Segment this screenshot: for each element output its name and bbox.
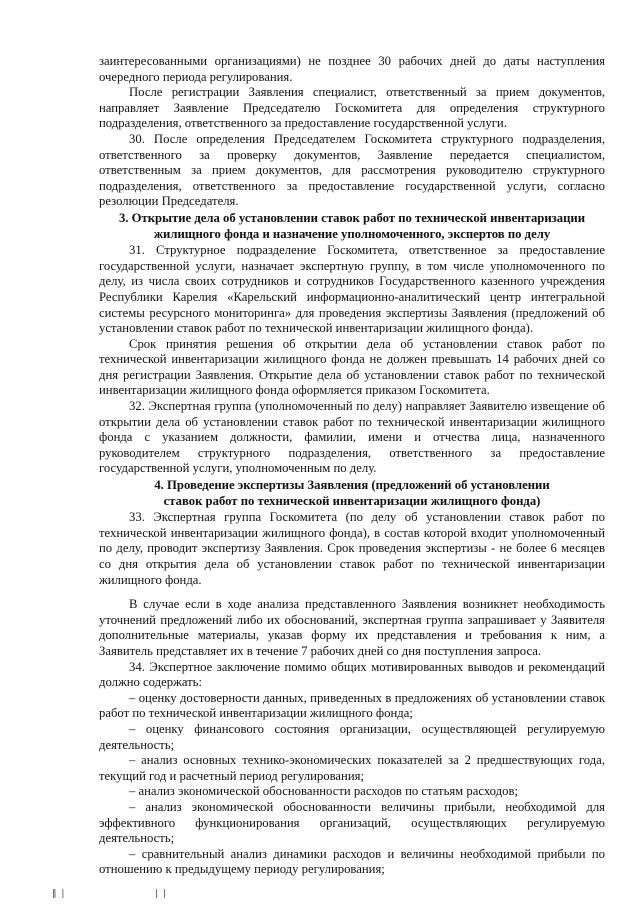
scan-mark-right: | | bbox=[155, 889, 167, 899]
paragraph: 34. Экспертное заключение помимо общих мотивированных выводов и рекомендаций должно содержать: bbox=[99, 659, 605, 690]
section-heading-line: жилищного фонда и назначение уполномоченного, экспертов по делу bbox=[153, 226, 551, 241]
section-heading-line: 3. Открытие дела об установлении ставок работ по технической инвентаризации bbox=[118, 210, 586, 225]
paragraph-continuation: заинтересованными организациями) не позднее 30 рабочих дней до даты наступления очередного периода регулирования. bbox=[99, 54, 605, 84]
paragraph: Срок принятия решения об открытии дела об установлении ставок работ по технической инвентаризации жилищного фонда не должен превышать 14 рабочих дней со дня регистрации Заявления. Открытие дела об установлении ставок работ по технической инвентаризации жилищного фонда оформляется приказом Госкомитета. bbox=[99, 336, 605, 398]
paragraph: 31. Структурное подразделение Госкомитета, ответственное за предоставление государственной услуги, назначает экспертную группу, в том числе уполномоченного по делу, из числа своих сотрудников и сотрудников Государственного казенного учреждения Республики Карелия «Карельский информационно-аналитический центр интегральной системы ресурсного мониторинга» для проведения экспертизы Заявления (предложений об установлении ставок работ по технической инвентаризации жилищного фонда). bbox=[99, 243, 605, 336]
paragraph: – анализ экономической обоснованности величины прибыли, необходимой для эффективного функционирования организаций, осуществляющих регулируемую деятельность; bbox=[99, 799, 605, 846]
paragraph: 33. Экспертная группа Госкомитета (по делу об установлении ставок работ по технической инвентаризации жилищного фонда), в состав которой входит уполномоченный по делу, проводит экспертизу Заявления. Срок проведения экспертизы - не более 6 месяцев со дня открытия дела об установлении ставок работ по технической инвентаризации жилищного фонда. bbox=[99, 510, 605, 587]
paragraph: После регистрации Заявления специалист, ответственный за прием документов, направляет Заявление Председателю Госкомитета для определения структурного подразделения, ответственного за предоставление государственной услуги. bbox=[99, 85, 605, 131]
document-page bbox=[99, 54, 605, 878]
paragraph: – оценку достоверности данных, приведенных в предложениях об установлении ставок работ по технической инвентаризации жилищного фонда; bbox=[99, 690, 605, 721]
paragraph: – оценку финансового состояния организации, осуществляющей регулируемую деятельность; bbox=[99, 721, 605, 752]
section-heading bbox=[99, 211, 605, 242]
section-heading-line: 4. Проведение экспертизы Заявления (предложений об установлении bbox=[154, 478, 550, 493]
section-heading bbox=[99, 478, 605, 509]
paragraph: 30. После определения Председателем Госкомитета структурного подразделения, ответственного за проверку документов, Заявление передается специалистом, ответственным за прием документов, для рассмотрения руководителю структурного подразделения, ответственного за предоставление государственной услуги, согласно резолюции Председателя. bbox=[99, 131, 605, 209]
paragraph: В случае если в ходе анализа представленного Заявления возникнет необходимость уточнений предложений либо их обоснований, экспертная группа запрашивает у Заявителя дополнительные материалы, указав форму их представления и требования к ним, а Заявитель представляет их в течение 7 рабочих дней со дня поступления запроса. bbox=[99, 597, 605, 658]
paragraph: – анализ основных технико-экономических показателей за 2 предшествующих года, текущий год и расчетный период регулирования; bbox=[99, 753, 605, 783]
paragraph: – анализ экономической обоснованности расходов по статьям расходов; bbox=[129, 784, 518, 799]
paragraph: 32. Экспертная группа (уполномоченный по делу) направляет Заявителю извещение об открытии дела об установлении ставок работ по технической инвентаризации жилищного фонда с указанием должности, фамилии, имени и отчества лица, назначенного руководителем структурного подразделения, ответственного за предоставление государственной услуги, уполномоченным по делу. bbox=[99, 399, 605, 476]
section-heading-line: ставок работ по технической инвентаризации жилищного фонда) bbox=[163, 493, 541, 508]
paragraph: – сравнительный анализ динамики расходов и величины необходимой прибыли по отношению к предыдущему периоду регулирования; bbox=[99, 846, 605, 877]
scan-mark-left: ‖ | bbox=[52, 889, 66, 899]
